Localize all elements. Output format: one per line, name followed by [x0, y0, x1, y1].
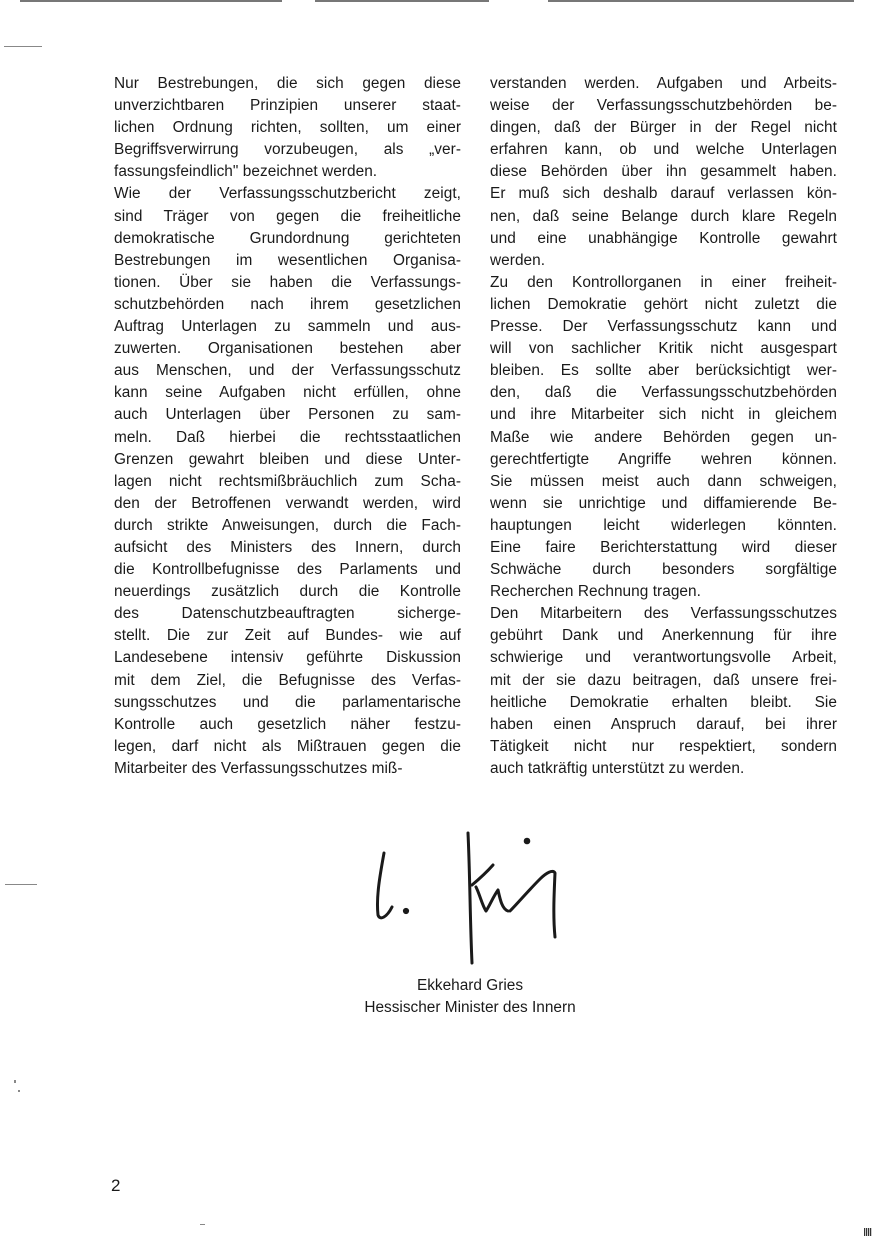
signer-name: Ekkehard Gries [416, 977, 524, 994]
text-line: auch Unterlagen über Personen zu sam- [114, 406, 461, 424]
text-line: Mitarbeiter des Verfassungsschutzes miß- [114, 759, 403, 777]
text-line: den der Betroffenen verwandt werden, wird [114, 494, 461, 512]
text-line: Tätigkeit nicht nur respektiert, sondern [490, 737, 837, 755]
text-line: und ihre Mitarbeiter sich nicht in gleichem [490, 406, 837, 424]
scan-speck [200, 1224, 205, 1225]
text-line: heitliche Demokratie erhalten bleibt. Sie [490, 693, 837, 711]
text-line: sind Träger von gegen die freiheitliche [114, 207, 461, 225]
text-line: tionen. Über sie haben die Verfassungs- [114, 273, 461, 291]
scan-speck [14, 1080, 16, 1083]
text-line: lagen nicht rechtsmißbräuchlich zum Scha- [114, 472, 461, 490]
text-line: den, daß die Verfassungsschutzbehörden [490, 384, 837, 402]
text-line: erfahren kann, ob und welche Unterlagen [490, 141, 837, 159]
text-line: Landesebene intensiv geführte Diskussion [114, 649, 461, 667]
text-line: demokratische Grundordnung gerichteten [114, 229, 461, 247]
text-line: zuwerten. Organisationen bestehen aber [114, 340, 461, 358]
text-line: sungsschutzes und die parlamentarische [114, 693, 461, 711]
text-line: Grenzen gewahrt bleiben und diese Unter- [114, 450, 461, 468]
text-line: wenn sie unrichtige und diffamierende Be- [490, 494, 837, 512]
text-line: Den Mitarbeitern des Verfassungsschutzes [490, 605, 837, 623]
scan-speck [5, 884, 37, 885]
text-line: Begriffsverwirrung vorzubeugen, als „ver- [114, 141, 461, 159]
text-line: dingen, daß der Bürger in der Regel nicht [490, 119, 837, 137]
text-line: neuerdings zusätzlich durch die Kontrolle [114, 583, 461, 601]
text-line: diese Behörden über ihn gesammelt haben. [490, 163, 837, 181]
text-line: weise der Verfassungsschutzbehörden be- [490, 97, 837, 115]
text-line: schwierige und verantwortungsvolle Arbeit, [490, 649, 837, 667]
text-line: stellt. Die zur Zeit auf Bundes- wie auf [114, 627, 461, 645]
text-line: Bestrebungen im wesentlichen Organisa- [114, 251, 461, 269]
right-text-column [490, 73, 837, 780]
text-line: gerechtfertigte Angriffe wehren können. [490, 450, 837, 468]
text-line: lichen Ordnung richten, sollten, um einer [114, 119, 461, 137]
text-line: schutzbehörden nach ihrem gesetzlichen [114, 295, 461, 313]
text-line: aufsicht des Ministers des Innern, durch [114, 538, 461, 556]
scan-speck [18, 1090, 20, 1092]
text-line: des Datenschutzbeauftragten sicherge- [114, 605, 461, 623]
top-edge-rule [548, 0, 854, 2]
text-line: die Kontrollbefugnisse des Parlaments und [114, 561, 461, 579]
text-line: Presse. Der Verfassungsschutz kann und [490, 318, 837, 336]
text-line: fassungsfeindlich" bezeichnet werden. [114, 163, 378, 181]
text-line: Recherchen Rechnung tragen. [490, 583, 701, 601]
text-line: lichen Demokratie gehört nicht zuletzt die [490, 295, 837, 313]
text-line: Schwäche durch besonders sorgfältige [490, 561, 837, 579]
text-line: unverzichtbaren Prinzipien unserer staat- [114, 97, 461, 115]
text-line: und eine unabhängige Kontrolle gewahrt [490, 229, 837, 247]
text-line: Auftrag Unterlagen zu sammeln und aus- [114, 318, 461, 336]
scan-speck [4, 46, 42, 47]
text-line: mit dem Ziel, die Befugnisse des Verfas- [114, 671, 461, 689]
text-line: will von sachlicher Kritik nicht ausgespart [490, 340, 837, 358]
scan-edge-mark [864, 1228, 872, 1236]
text-line: meln. Daß hierbei die rechtsstaatlichen [114, 428, 461, 446]
text-line: bleiben. Es sollte aber berücksichtigt wer- [490, 362, 837, 380]
text-line: werden. [490, 251, 546, 269]
text-line: gebührt Dank und Anerkennung für ihre [490, 627, 837, 645]
text-line: Er muß sich deshalb darauf verlassen kön- [490, 185, 837, 203]
text-line: Eine faire Berichterstattung wird dieser [490, 538, 837, 556]
text-line: haben einen Anspruch darauf, bei ihrer [490, 715, 837, 733]
signer-title: Hessischer Minister des Innern [364, 999, 576, 1016]
top-edge-rule [315, 0, 489, 2]
page-number: 2 [111, 1176, 121, 1195]
left-text-column [114, 73, 461, 780]
text-line: aus Menschen, und der Verfassungsschutz [114, 362, 461, 380]
text-line: nen, daß seine Belange durch klare Regeln [490, 207, 837, 225]
handwritten-signature [360, 825, 580, 970]
text-line: legen, darf nicht als Mißtrauen gegen die [114, 737, 461, 755]
text-line: Zu den Kontrollorganen in einer freiheit- [490, 273, 837, 291]
text-line: Kontrolle auch gesetzlich näher festzu- [114, 715, 461, 733]
text-line: Wie der Verfassungsschutzbericht zeigt, [114, 185, 461, 203]
text-line: verstanden werden. Aufgaben und Arbeits- [490, 75, 837, 92]
text-line: Maße wie andere Behörden gegen un- [490, 428, 837, 446]
text-line: auch tatkräftig unterstützt zu werden. [490, 759, 745, 777]
text-line: hauptungen leicht widerlegen könnten. [490, 516, 837, 534]
text-line: kann seine Aufgaben nicht erfüllen, ohne [114, 384, 461, 402]
text-line: Sie müssen meist auch dann schweigen, [490, 472, 837, 490]
top-edge-rule [20, 0, 282, 2]
text-line: Nur Bestrebungen, die sich gegen diese [114, 75, 461, 92]
text-line: durch strikte Anweisungen, durch die Fach- [114, 516, 461, 534]
text-line: mit der sie dazu beitragen, daß unsere frei- [490, 671, 837, 689]
